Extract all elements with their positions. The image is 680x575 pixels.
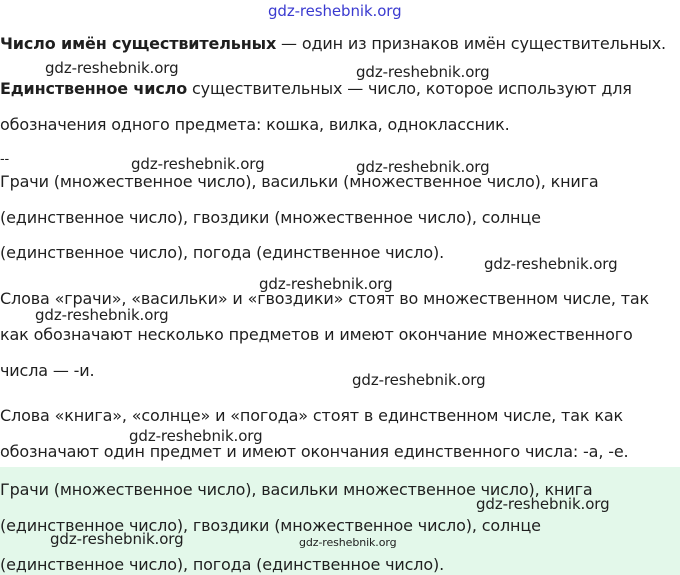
definition-singular-line-2: обозначения одного предмета: кошка, вилка, одноклассник. [0,115,510,134]
watermark: gdz-reshebnik.org [484,255,618,273]
definition-singular-text: существительных — число, которое используют для [187,79,632,98]
watermark: gdz-reshebnik.org [352,371,486,389]
explanation-singular-line-2: обозначают один предмет и имеют окончания единственного числа: -а, -е. [0,442,629,461]
answer-line-1: Грачи (множественное число), васильки множественное число), книга [0,480,593,499]
example-line-2: (единственное число), гвоздики (множественное число), солнце [0,208,541,227]
example-line-3: (единственное число), погода (единственное число). [0,243,445,262]
watermark: gdz-reshebnik.org [268,2,402,20]
watermark: gdz-reshebnik.org [259,275,393,293]
definition-singular-line [0,79,632,98]
watermark: gdz-reshebnik.org [35,306,169,324]
definition-plural-text: — один из признаков имён существительных. [276,34,666,53]
example-line-1: Грачи (множественное число), васильки (множественное число), книга [0,172,599,191]
watermark: gdz-reshebnik.org [50,530,184,548]
watermark: gdz-reshebnik.org [356,158,490,176]
explanation-plural-line-1: Слова «грачи», «васильки» и «гвоздики» стоят во множественном числе, так [0,289,650,308]
watermark: gdz-reshebnik.org [45,59,179,77]
explanation-plural-line-3: числа — -и. [0,361,95,380]
watermark: gdz-reshebnik.org [131,155,265,173]
term-singular-number: Единственное число [0,79,188,98]
definition-plural-line [0,34,666,53]
watermark: gdz-reshebnik.org [476,495,610,513]
answer-line-3: (единственное число), погода (единственное число). [0,555,445,574]
watermark: gdz-reshebnik.org [299,536,397,549]
separator: -- [0,152,10,167]
explanation-plural-line-2: как обозначают несколько предметов и имеют окончание множественного [0,325,633,344]
watermark: gdz-reshebnik.org [129,427,263,445]
term-number-of-nouns: Число имён существительных [0,34,277,53]
answer-line-2: (единственное число), гвоздики (множественное число), солнце [0,516,541,535]
explanation-singular-line-1: Слова «книга», «солнце» и «погода» стоят в единственном числе, так как [0,406,624,425]
watermark: gdz-reshebnik.org [356,63,490,81]
